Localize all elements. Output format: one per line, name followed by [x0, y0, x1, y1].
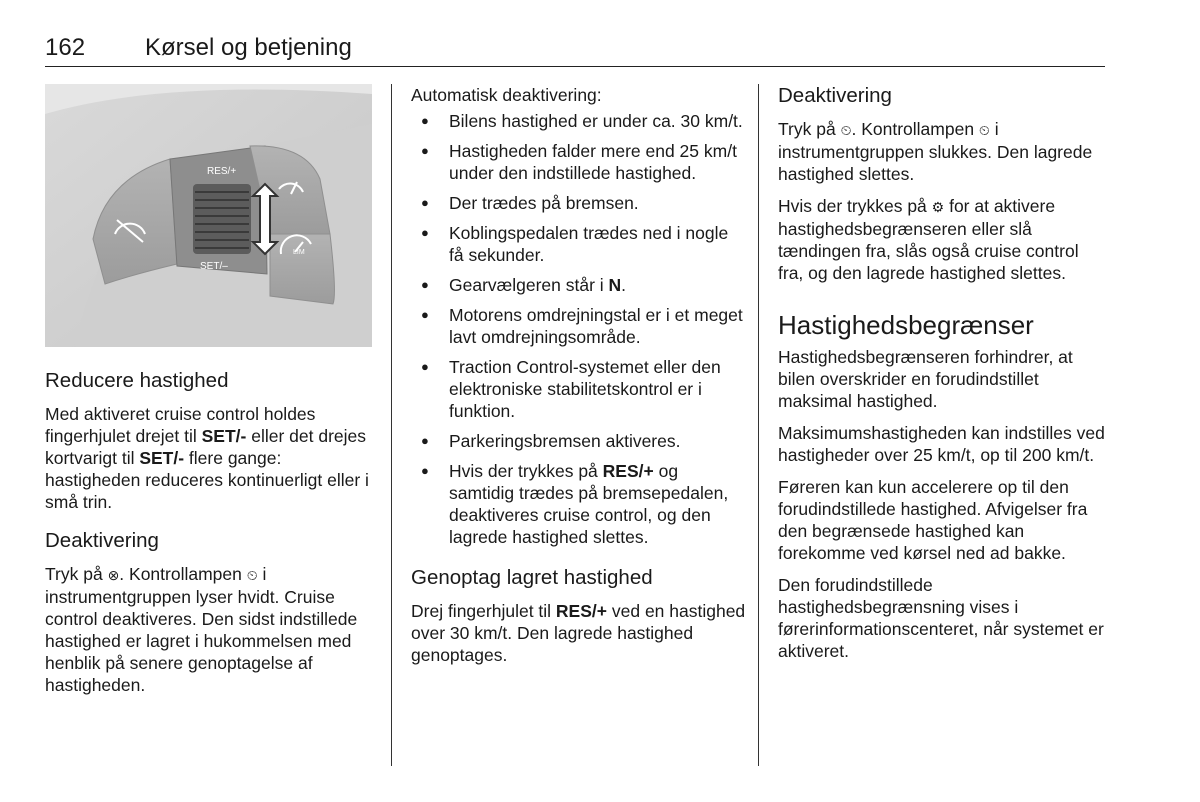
- deactivation-paragraph: Tryk på ⊗. Kontrollampen ⏲ i instrumentgruppen lyser hvidt. Cruise control deaktiveres. Den sidst indstillede hastighed er lagret i hukommelsen med henblik på senere genoptagelse af hastigheden.: [45, 564, 358, 695]
- cruise-control-icon: ⏲: [840, 122, 852, 138]
- lim-label: LIM: [293, 249, 305, 256]
- auto-deactivation-intro: Automatisk deaktivering:: [411, 85, 602, 105]
- cruise-cancel-icon: ⊗: [107, 567, 120, 583]
- list-item: ● Parkeringsbremsen aktiveres.: [411, 430, 746, 452]
- deactivation-paragraph: Tryk på ⏲. Kontrollampen ⏲ i instrumentgruppen slukkes. Den lagrede hastighed slettes.: [778, 119, 1093, 184]
- column-divider: [391, 84, 392, 766]
- limiter-note-paragraph: Hvis der trykkes på ⚙ for at aktivere hastighedsbegrænseren eller slå tændingen fra, slås også cruise control fra, og den lagrede hastighed slettes.: [778, 196, 1079, 283]
- reduce-speed-paragraph: Med aktiveret cruise control holdes fingerhjulet drejet til SET/- eller det drejes kortvarigt til SET/- flere gange: hastigheden reduceres kontinuerligt eller i små trin.: [45, 404, 369, 512]
- limiter-paragraph: Den forudindstillede hastighedsbegrænsning vises i førerinformationscenteret, når systemet er aktiveret.: [778, 575, 1104, 661]
- column-3: [778, 84, 1108, 672]
- list-item: ● Hastigheden falder mere end 25 km/t under den indstillede hastighed.: [411, 140, 746, 184]
- reduce-speed-heading: Reducere hastighed: [45, 369, 229, 392]
- list-item: ● Hvis der trykkes på RES/+ og samtidig trædes på bremsepedalen, deaktiveres cruise control, og den lagrede hastighed slettes.: [411, 460, 746, 548]
- cruise-control-icon: ⏲: [978, 122, 990, 138]
- page-number: 162: [45, 34, 86, 61]
- resume-speed-paragraph: Drej fingerhjulet til RES/+ ved en hastighed over 30 km/t. Den lagrede hastighed genoptages.: [411, 601, 746, 665]
- speed-limiter-icon: ⚙: [931, 199, 945, 215]
- deactivation-heading: Deaktivering: [45, 529, 159, 552]
- list-item: ● Bilens hastighed er under ca. 30 km/t.: [411, 110, 746, 132]
- list-item: ● Traction Control-systemet eller den elektroniske stabilitetskontrol er i funktion.: [411, 356, 746, 422]
- section-title: Kørsel og betjening: [145, 34, 352, 61]
- steering-wheel-controls-figure: [45, 84, 372, 347]
- list-item: ● Koblingspedalen trædes ned i nogle få sekunder.: [411, 222, 746, 266]
- cruise-control-icon: ⏲: [246, 567, 258, 583]
- set-label: SET/–: [200, 261, 228, 272]
- column-1: [45, 84, 375, 706]
- column-divider: [758, 84, 759, 766]
- resume-speed-heading: Genoptag lagret hastighed: [411, 566, 653, 589]
- page-header: [45, 34, 1105, 67]
- res-label: RES/+: [207, 166, 237, 177]
- speed-limiter-heading: Hastighedsbegrænser: [778, 310, 1034, 340]
- limiter-paragraph: Hastighedsbegrænseren forhindrer, at bilen overskrider en forudindstillet maksimal hastighed.: [778, 347, 1073, 411]
- list-item: ● Der trædes på bremsen.: [411, 192, 746, 214]
- limiter-paragraph: Maksimumshastigheden kan indstilles ved hastigheder over 25 km/t, op til 200 km/t.: [778, 423, 1105, 465]
- auto-deactivation-list: [411, 110, 746, 548]
- list-item: ● Motorens omdrejningstal er i et meget lavt omdrejningsområde.: [411, 304, 746, 348]
- deactivation-heading: Deaktivering: [778, 84, 892, 107]
- column-2: [411, 84, 746, 676]
- list-item: ● Gearvælgeren står i N.: [411, 274, 746, 296]
- limiter-paragraph: Føreren kan kun accelerere op til den forudindstillede hastighed. Afvigelser fra den begrænsede hastighed kan forekomme ved kørsel ned ad bakke.: [778, 477, 1088, 563]
